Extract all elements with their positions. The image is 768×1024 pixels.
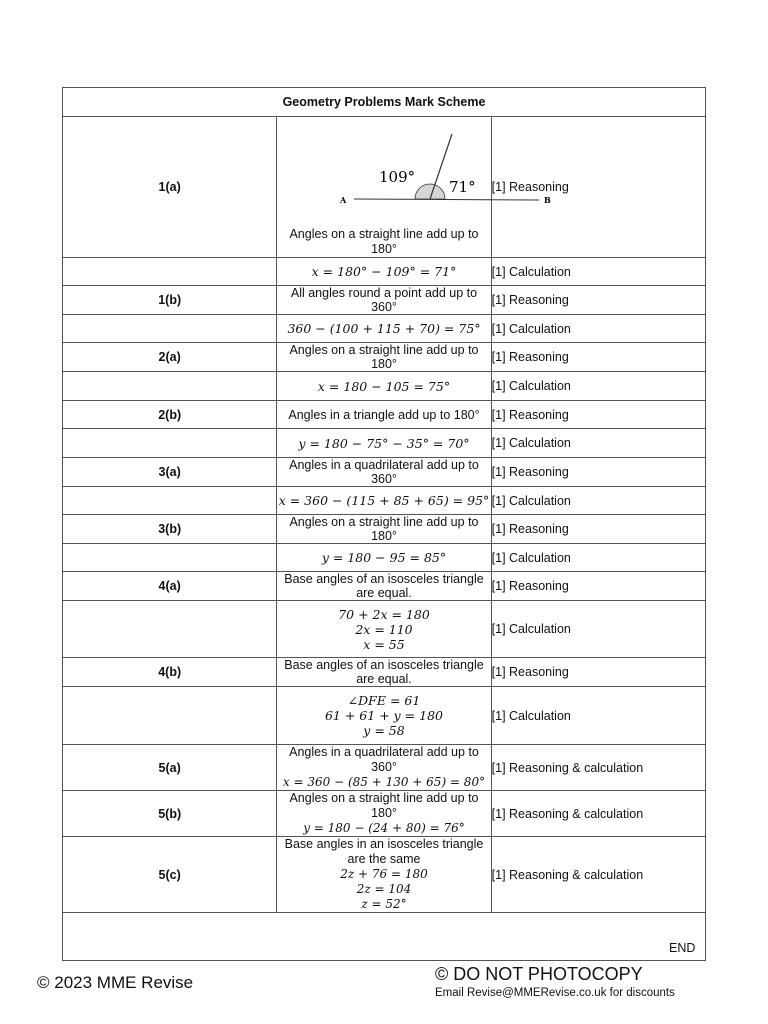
working-cell: Base angles of an isosceles triangle are equal. [277,572,491,601]
working-cell: 360 − (100 + 115 + 70) = 75° [277,315,491,343]
working-cell: y = 180 − 95 = 85° [277,544,491,572]
mark-cell: [1] Reasoning & calculation [491,791,705,837]
mark-cell: [1] Reasoning & calculation [491,837,705,913]
question-number: 4(a) [63,572,277,601]
working-cell [277,601,491,658]
angle-arc [415,184,445,199]
working-line: Angles on a straight line add up to 180° [289,791,479,820]
question-number: 1(a) [63,117,277,258]
mark-cell: [1] Reasoning [491,458,705,487]
question-number: 3(b) [63,515,277,544]
question-number [63,601,277,658]
working-line: y = 58 [363,723,405,738]
question-number: 4(b) [63,658,277,687]
angle-label-71: 71° [449,178,476,196]
working-line: 2x = 110 [355,621,413,637]
question-number [63,429,277,458]
point-b-label: B [544,195,552,205]
working-cell: All angles round a point add up to 360° [277,286,491,315]
working-cell: Angles in a quadrilateral add up to 360° [277,458,491,487]
working-line: y = 180 − (24 + 80) = 76° [303,821,465,835]
question-number: 2(a) [63,343,277,372]
working-cell: Base angles of an isosceles triangle are equal. [277,658,491,687]
question-number: 5(b) [63,791,277,837]
question-number: 5(a) [63,745,277,791]
angle-label-109: 109° [379,168,416,186]
do-not-photocopy-text: © DO NOT PHOTOCOPY [435,964,643,984]
working-line: x = 55 [363,636,405,652]
question-number [63,487,277,515]
working-line: z = 52° [361,897,407,911]
working-line: 70 + 2x = 180 [338,606,430,622]
working-cell: Angles on a straight line add up to 180° [277,343,491,372]
working-line: Angles on a straight line add up to 180° [289,227,479,256]
mark-cell: [1] Calculation [491,258,705,286]
end-label: END [669,941,696,955]
question-number [63,544,277,572]
working-cell: x = 180° − 109° = 71° [277,258,491,286]
mark-cell: [1] Reasoning [491,515,705,544]
question-number: 1(b) [63,286,277,315]
working-line: 2z + 76 = 180 [340,867,428,881]
mark-cell: [1] Calculation [491,687,705,745]
mark-cell: [1] Reasoning [491,117,705,258]
working-cell: Angles on a straight line add up to 180° [277,515,491,544]
question-number [63,315,277,343]
mark-cell: [1] Calculation [491,544,705,572]
question-number: 3(a) [63,458,277,487]
working-line: Base angles in an isosceles triangle are the same [284,837,484,866]
discount-email-text: Email Revise@MMERevise.co.uk for discounts [435,987,675,999]
question-number [63,372,277,401]
working-cell: y = 180 − 75° − 35° = 70° [277,429,491,458]
working-cell: x = 360 − (115 + 85 + 65) = 95° [277,487,491,515]
working-line: ∠DFE = 61 [347,693,421,708]
mark-cell: [1] Calculation [491,429,705,458]
working-line: Angles in a quadrilateral add up to 360° [289,745,479,774]
working-line: 61 + 61 + y = 180 [324,708,443,723]
mark-cell: [1] Reasoning [491,658,705,687]
mark-cell: [1] Reasoning [491,343,705,372]
mark-cell: [1] Reasoning & calculation [491,745,705,791]
working-line: x = 360 − (85 + 130 + 65) = 80° [282,775,486,789]
mark-cell: [1] Reasoning [491,286,705,315]
mark-cell: [1] Calculation [491,372,705,401]
working-cell: Angles in a triangle add up to 180° [277,401,491,429]
copyright-text: © 2023 MME Revise [37,973,194,992]
question-number: 2(b) [63,401,277,429]
working-cell: x = 180 − 105 = 75° [277,372,491,401]
question-number [63,258,277,286]
mark-cell: [1] Calculation [491,601,705,658]
empty-row [63,913,706,961]
mark-scheme-table [62,87,706,961]
working-line: 2z = 104 [356,882,412,896]
working-cell [277,791,491,837]
working-cell [277,837,491,913]
point-a-label: A [340,195,347,205]
mark-cell: [1] Reasoning [491,401,705,429]
mark-cell: [1] Calculation [491,487,705,515]
table-title: Geometry Problems Mark Scheme [63,88,706,117]
working-cell [277,687,491,745]
question-number: 5(c) [63,837,277,913]
mark-cell: [1] Reasoning [491,572,705,601]
working-cell [277,745,491,791]
question-number [63,687,277,745]
mark-cell: [1] Calculation [491,315,705,343]
